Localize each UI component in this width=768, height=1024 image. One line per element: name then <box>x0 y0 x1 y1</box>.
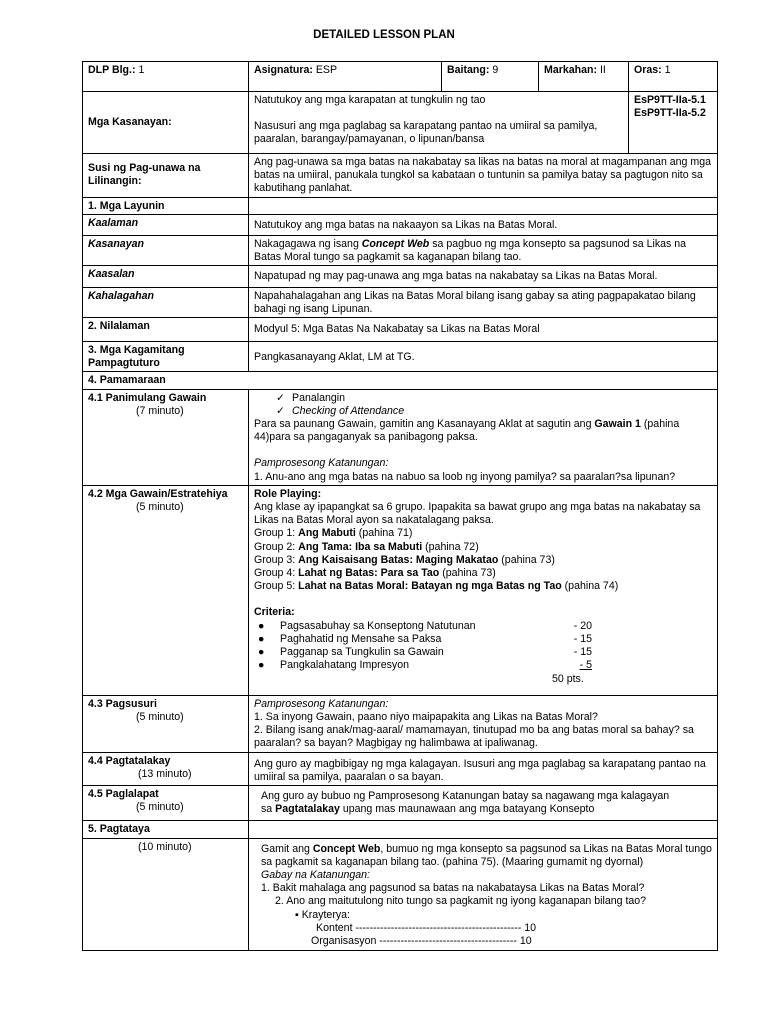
gawain-row <box>83 485 718 695</box>
layunin-heading-row <box>83 197 718 214</box>
nilalaman-text: Modyul 5: Mga Batas Na Nakabatay sa Likas na Batas Moral <box>249 318 718 342</box>
pagsusuri-content: Pamprosesong Katanungan: 1. Sa inyong Gawain, paano niyo maipapakita ang Likas na Batas Moral? 2. Bilang isang anak/mag-aaral/ mamamayan, tinutupad mo ba ang batas moral sa bahay? sa paaralan? sa bayan? Magbigay ng halimbawa at ipaliwanag. <box>249 695 718 752</box>
pagtataya-heading-row <box>83 821 718 838</box>
panimula-content: ✓ Panalangin ✓ Checking of Attendance Para sa paunang Gawain, gamitin ang Kasanayang Aklat at sagutin ang Gawain 1 (pahina 44)para sa pangaganyak sa panibagong paksa. Pamprosesong Katanungan: 1. Anu-ano ang mga batas na nabuo sa loob ng inyong pamilya? sa paaralan?sa lipunan? <box>249 389 718 485</box>
criteria-item: ● Pangkalahatang Impresyon - 5 <box>254 659 713 672</box>
pagtatalakay-row <box>83 752 718 785</box>
bullet-icon: ● <box>258 659 265 672</box>
oras-cell: Oras: 1 <box>629 62 718 92</box>
group-item: Group 5: Lahat na Batas Moral: Batayan ng mga Batas ng Tao (pahina 74) <box>254 580 619 593</box>
group-list <box>254 527 713 593</box>
panimula-label-cell: 4.1 Panimulang Gawain (7 minuto) <box>83 389 249 485</box>
susi-text: Ang pag-unawa sa mga batas na nakabatay sa likas na batas na moral at magampanan ang mga batas na umiiral, panukala tungkol sa kabataan o tuntunin sa pamilya batay sa pagtugon nito sa kabutihang panlahat. <box>249 154 718 198</box>
markahan-cell: Markahan: II <box>539 62 629 92</box>
bullet-icon: ● <box>258 646 265 659</box>
panimula-row <box>83 389 718 485</box>
kaalaman-label: Kaalaman <box>88 216 139 229</box>
paglalapat-row <box>83 785 718 820</box>
gawain-content: Role Playing: Ang klase ay ipapangkat sa 6 grupo. Ipapakita sa bawat grupo ang mga batas na nakabatay sa Likas na Batas Moral ayon sa nakatalagang paksa. Group 1: Ang Mabuti (pahina 71) Group 2: Ang Tama: Iba sa Mabuti (pahina 72) Group 3: Ang Kaisaisang Batas: Maging Makatao (pahina 73) Group 4: Lahat ng Batas: Para sa Tao (pahina 73) Group 5: Lahat na Batas Moral: Batayan ng mga Batas ng Tao (pahina 74) Criteria: ● Pagsasabuhay sa Konseptong Natutunan - 20 ● Paghahatid ng Mensahe sa Paksa - 15 ● Pagganap sa Tungkulin sa Gawain - 15 ● Pangkalahatang Impresyon - 5 50 pts. <box>249 485 718 695</box>
kaalaman-text: Natutukoy ang mga batas na nakaayon sa Likas na Batas Moral. <box>249 214 718 235</box>
asignatura-cell: Asignatura: ESP <box>249 62 442 92</box>
kasanayan-layunin-row <box>83 236 718 266</box>
nilalaman-label: 2. Nilalaman <box>83 318 249 342</box>
nilalaman-row <box>83 318 718 342</box>
criteria-total: 50 pts. <box>552 672 584 685</box>
kasanayan-codes: EsP9TT-IIa-5.1 EsP9TT-IIa-5.2 <box>629 92 718 154</box>
markahan-value: II <box>599 64 606 76</box>
oras-value: 1 <box>664 64 671 76</box>
kasanayan-text: Natutukoy ang mga karapatan at tungkulin ng tao Nasusuri ang mga paglabag sa karapatang pantao na umiiral sa pamilya, paaralan, barangay/pamayanan, o lipunan/bansa <box>249 92 629 154</box>
pagtataya-content: Gamit ang Concept Web, bumuo ng mga konsepto sa pagsunod sa Likas na Batas Moral tungo sa pagkamit sa kaganapan bilang tao. (pahina 75). (Maaring gumamit ng dyornal) Gabay na Katanungan: 1. Bakit mahalaga ang pagsunod sa batas na nakabataysa Likas na Batas Moral? 2. Ano ang maitutulong nito tungo sa pagkamit ng iyong kaganapan bilang tao? ▪ Krayterya: Kontent ----------------------------------------------- 10 Organisasyon --------------------------------------- 10 <box>249 838 718 951</box>
layunin-heading: 1. Mga Layunin <box>83 197 249 214</box>
criteria-item: ● Pagsasabuhay sa Konseptong Natutunan - 20 <box>254 620 713 633</box>
kaasalan-text: Napatupad ng may pag-unawa ang mga batas na nakabatay sa Likas na Batas Moral. <box>249 266 718 287</box>
kahalagahan-row <box>83 287 718 317</box>
pagtataya-row <box>83 838 718 951</box>
pamamaraan-label: 4. Pamamaraan <box>83 372 718 389</box>
kahalagahan-label: Kahalagahan <box>88 289 154 302</box>
kasanayan-row <box>83 92 718 154</box>
dlp-value: 1 <box>138 64 145 76</box>
check-icon: ✓ <box>276 404 285 417</box>
group-item: Group 2: Ang Tama: Iba sa Mabuti (pahina 72) <box>254 540 479 553</box>
criteria-label: Criteria: <box>254 606 295 619</box>
kagamitan-text: Pangkasanayang Aklat, LM at TG. <box>249 342 718 372</box>
pagsusuri-row <box>83 695 718 752</box>
kaasalan-row <box>83 266 718 287</box>
kaalaman-row <box>83 214 718 235</box>
kasanayan-layunin-label: Kasanayan <box>88 238 144 251</box>
dlp-cell: DLP Blg.: 1 <box>83 62 249 92</box>
page-title: DETAILED LESSON PLAN <box>313 29 455 41</box>
kahalagahan-text: Napahahalagahan ang Likas na Batas Moral bilang isang gabay sa ating pagpapakatao bilang bahagi ng isang Lipunan. <box>249 287 718 317</box>
lesson-plan-table <box>82 61 718 951</box>
susi-row <box>83 154 718 198</box>
group-item: Group 4: Lahat ng Batas: Para sa Tao (pahina 73) <box>254 567 496 580</box>
pamamaraan-row <box>83 372 718 389</box>
criteria-item: ● Paghahatid ng Mensahe sa Paksa - 15 <box>254 633 713 646</box>
group-item: Group 3: Ang Kaisaisang Batas: Maging Makatao (pahina 73) <box>254 553 555 566</box>
kasanayan-label: Mga Kasanayan: <box>83 92 249 154</box>
paglalapat-content: Ang guro ay bubuo ng Pamprosesong Katanungan batay sa nagawang mga kalagayan sa Pagtatalakay upang mas maunawaan ang mga batayang Konsepto <box>249 785 718 820</box>
criteria-item: ● Pagganap sa Tungkulin sa Gawain - 15 <box>254 646 713 659</box>
susi-label: Susi ng Pag-unawa na Lilinangin: <box>83 154 249 198</box>
bullet-icon: ● <box>258 619 265 632</box>
kagamitan-row <box>83 342 718 372</box>
pagtatalakay-text: Ang guro ay magbibigay ng mga kalagayan. Isusuri ang mga paglabag sa karapatang pantao na umiiral sa pamilya, paaralan o sa bayan. <box>249 752 718 785</box>
group-item: Group 1: Ang Mabuti (pahina 71) <box>254 527 413 540</box>
asignatura-value: ESP <box>315 64 338 76</box>
pagtataya-label: 5. Pagtataya <box>83 821 249 838</box>
bullet-icon: ● <box>258 632 265 645</box>
baitang-cell: Baitang: 9 <box>442 62 539 92</box>
kaasalan-label: Kaasalan <box>88 268 135 281</box>
pagsusuri-label-cell: 4.3 Pagsusuri (5 minuto) <box>83 695 249 752</box>
baitang-value: 9 <box>492 64 499 76</box>
header-row <box>83 62 718 92</box>
pagtataya-time-cell: (10 minuto) <box>83 838 249 951</box>
gawain-label-cell: 4.2 Mga Gawain/Estratehiya (5 minuto) <box>83 485 249 695</box>
pagtatalakay-label-cell: 4.4 Pagtatalakay (13 minuto) <box>83 752 249 785</box>
paglalapat-label-cell: 4.5 Paglalapat (5 minuto) <box>83 785 249 820</box>
kasanayan-layunin-text: Nakagagawa ng isang Concept Web sa pagbuo ng mga konsepto sa pagsunod sa Likas na Batas Moral tungo sa pagkamit sa kaganapan bilang tao. <box>249 236 718 266</box>
check-icon: ✓ <box>276 391 285 404</box>
kagamitan-label: 3. Mga Kagamitang Pampagtuturo <box>83 342 249 372</box>
